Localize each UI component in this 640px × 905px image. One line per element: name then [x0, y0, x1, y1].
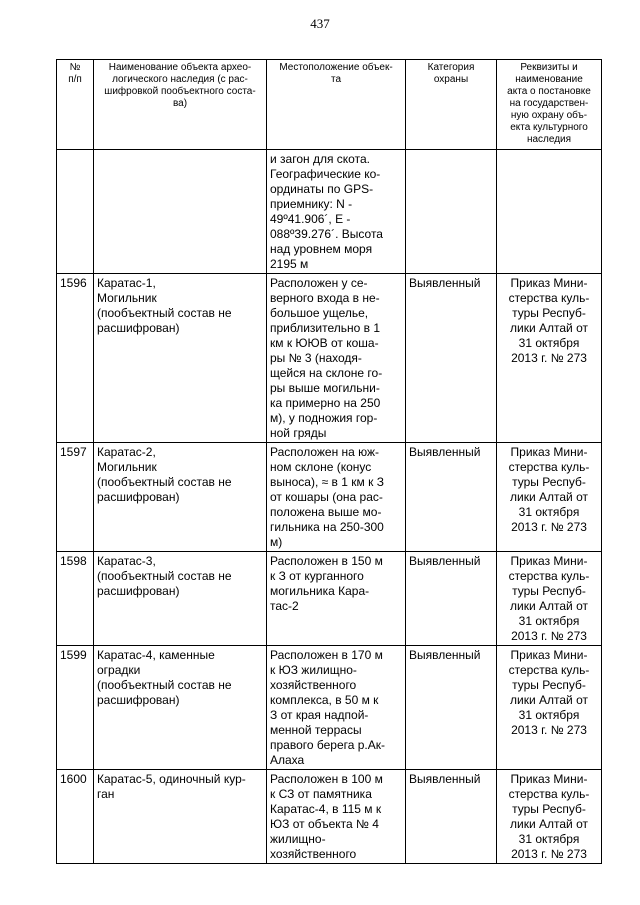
- act-details: Приказ Мини- стерства куль- туры Респуб- лики Алтай от 31 октября 2013 г. № 273: [497, 552, 602, 646]
- header-number: № п/п: [57, 60, 94, 150]
- object-name: Каратас-1, Могильник (пообъектный состав не расшифрован): [94, 274, 267, 443]
- row-number: 1600: [57, 770, 94, 864]
- heritage-registry-table: [56, 59, 602, 864]
- table-row: [57, 274, 602, 443]
- object-name: Каратас-2, Могильник (пообъектный состав не расшифрован): [94, 443, 267, 552]
- protection-category: Выявленный: [406, 770, 497, 864]
- object-name: Каратас-5, одиночный кур- ган: [94, 770, 267, 864]
- table-row: [57, 552, 602, 646]
- object-name: Каратас-3, (пообъектный состав не расшифрован): [94, 552, 267, 646]
- page-number: 437: [310, 16, 330, 31]
- act-details: Приказ Мини- стерства куль- туры Респуб- лики Алтай от 31 октября 2013 г. № 273: [497, 770, 602, 864]
- object-location: и загон для скота. Географические ко- ординаты по GPS- приемнику: N - 49º41.906´, E - 088º39.276´. Высота над уровнем моря 2195 м: [267, 150, 406, 274]
- row-number: 1599: [57, 646, 94, 770]
- act-details: Приказ Мини- стерства куль- туры Респуб- лики Алтай от 31 октября 2013 г. № 273: [497, 646, 602, 770]
- protection-category: Выявленный: [406, 646, 497, 770]
- object-location: Расположен в 150 м к З от курганного могильника Кара- тас-2: [267, 552, 406, 646]
- act-details: Приказ Мини- стерства куль- туры Респуб- лики Алтай от 31 октября 2013 г. № 273: [497, 274, 602, 443]
- header-location: Местоположение объек- та: [267, 60, 406, 150]
- object-location: Расположен на юж- ном склоне (конус выноса), ≈ в 1 км к З от кошары (она рас- положена выше мо- гильника на 250-300 м): [267, 443, 406, 552]
- act-details: Приказ Мини- стерства куль- туры Респуб- лики Алтай от 31 октября 2013 г. № 273: [497, 443, 602, 552]
- row-number: 1597: [57, 443, 94, 552]
- object-name: [94, 150, 267, 274]
- table-header-row: [57, 60, 602, 150]
- object-name: Каратас-4, каменные оградки (пообъектный состав не расшифрован): [94, 646, 267, 770]
- protection-category: Выявленный: [406, 274, 497, 443]
- row-number: 1596: [57, 274, 94, 443]
- header-object-name: Наименование объекта архео- логического наследия (с рас- шифровкой пообъектного соста- ва): [94, 60, 267, 150]
- row-number: 1598: [57, 552, 94, 646]
- act-details: [497, 150, 602, 274]
- protection-category: Выявленный: [406, 443, 497, 552]
- protection-category: Выявленный: [406, 552, 497, 646]
- table-row: [57, 770, 602, 864]
- protection-category: [406, 150, 497, 274]
- object-location: Расположен в 170 м к ЮЗ жилищно- хозяйственного комплекса, в 50 м к З от края надпой- менной террасы правого берега р.Ак- Алаха: [267, 646, 406, 770]
- header-protection-category: Категория охраны: [406, 60, 497, 150]
- table-row: [57, 150, 602, 274]
- row-number: [57, 150, 94, 274]
- table-row: [57, 443, 602, 552]
- object-location: Расположен у се- верного входа в не- большое ущелье, приблизительно в 1 км к ЮЮВ от коша- ры № 3 (находя- щейся на склоне го- ры выше могильни- ка примерно на 250 м), у подножия гор- ной гряды: [267, 274, 406, 443]
- table-row: [57, 646, 602, 770]
- header-act-details: Реквизиты и наименование акта о постановке на государствен- ную охрану объ- екта культурного наследия: [497, 60, 602, 150]
- object-location: Расположен в 100 м к СЗ от памятника Каратас-4, в 115 м к ЮЗ от объекта № 4 жилищно- хозяйственного: [267, 770, 406, 864]
